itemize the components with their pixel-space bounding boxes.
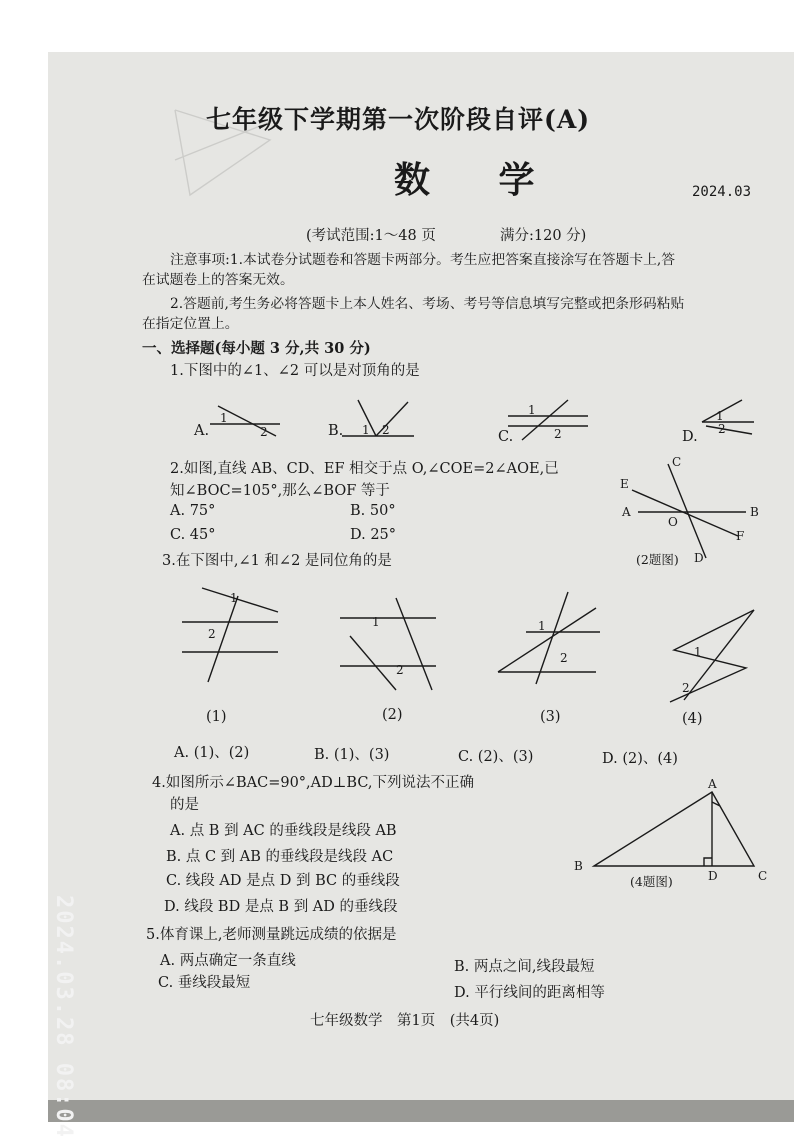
q3-option-c: C. (2)、(3) — [458, 749, 534, 765]
q3-figure-4 — [656, 606, 766, 706]
svg-text:1: 1 — [372, 615, 380, 629]
q1-option-d: D. — [682, 429, 698, 445]
svg-text:1: 1 — [694, 645, 702, 659]
svg-text:2: 2 — [260, 425, 268, 439]
q3-fig-label-2: (2) — [382, 707, 403, 723]
svg-text:B: B — [574, 859, 583, 873]
svg-text:E: E — [620, 477, 629, 491]
svg-text:C: C — [672, 455, 682, 469]
notice-line-1: 注意事项:1.本试卷分试题卷和答题卡两部分。考生应把答案直接涂写在答题卡上,答 — [170, 252, 676, 268]
notice-line-4: 在指定位置上。 — [142, 316, 239, 332]
q3-figure-3 — [496, 588, 606, 688]
q2-stem-2: 知∠BOC=105°,那么∠BOF 等于 — [170, 483, 390, 499]
q3-fig-label-4: (4) — [682, 711, 703, 727]
q4-caption: (4题图) — [630, 874, 673, 889]
svg-text:O: O — [668, 515, 678, 529]
q5-option-d: D. 平行线间的距离相等 — [454, 985, 605, 1001]
svg-text:B: B — [750, 505, 759, 519]
exam-title: 七年级下学期第一次阶段自评(A) — [206, 105, 591, 134]
q3-stem: 3.在下图中,∠1 和∠2 是同位角的是 — [162, 553, 392, 569]
q4-stem-2: 的是 — [170, 797, 199, 813]
q3-fig-label-3: (3) — [540, 709, 561, 725]
photo-shadow — [48, 1100, 794, 1122]
svg-text:1: 1 — [528, 403, 536, 417]
q4-option-a: A. 点 B 到 AC 的垂线段是线段 AB — [170, 823, 397, 839]
q1-figure-d — [696, 396, 766, 436]
q3-option-a: A. (1)、(2) — [174, 745, 250, 761]
exam-scope: (考试范围:1～48 页 — [306, 228, 436, 244]
notice-line-3: 2.答题前,考生务必将答题卡上本人姓名、考场、考号等信息填写完整或把条形码粘贴 — [170, 296, 685, 312]
svg-text:1: 1 — [716, 409, 724, 423]
q1-figure-c — [508, 396, 598, 446]
svg-text:A: A — [622, 505, 631, 519]
exam-date: 2024.03 — [692, 184, 752, 200]
q3-fig-label-1: (1) — [206, 709, 227, 725]
q3-option-b: B. (1)、(3) — [314, 747, 390, 763]
q5-option-b: B. 两点之间,线段最短 — [454, 959, 595, 975]
q5-option-c: C. 垂线段最短 — [158, 975, 251, 991]
svg-text:D: D — [708, 869, 718, 883]
svg-text:2: 2 — [560, 651, 568, 665]
svg-text:2: 2 — [554, 427, 562, 441]
svg-text:2: 2 — [396, 663, 404, 677]
q4-option-d: D. 线段 BD 是点 B 到 AD 的垂线段 — [164, 899, 398, 915]
q4-stem-1: 4.如图所示∠BAC=90°,AD⊥BC,下列说法不正确 — [152, 775, 475, 791]
photo-timestamp: 2024.03.28 08:04 — [51, 895, 76, 1139]
svg-text:A: A — [708, 777, 717, 791]
svg-text:2: 2 — [682, 681, 690, 695]
q2-option-d: D. 25° — [350, 527, 397, 543]
q1-option-a: A. — [194, 423, 210, 439]
q2-caption: (2题图) — [636, 552, 679, 567]
q4-option-b: B. 点 C 到 AB 的垂线段是线段 AC — [166, 849, 394, 865]
q1-figure-a — [210, 402, 290, 442]
svg-text:2: 2 — [718, 422, 726, 436]
section-heading: 一、选择题(每小题 3 分,共 30 分) — [142, 340, 371, 357]
svg-text:2: 2 — [382, 423, 390, 437]
q1-option-c: C. — [498, 429, 514, 445]
full-score: 满分:120 分) — [500, 228, 587, 244]
svg-text:1: 1 — [538, 619, 546, 633]
svg-text:2: 2 — [208, 627, 216, 641]
q5-stem: 5.体育课上,老师测量跳远成绩的依据是 — [146, 927, 397, 943]
q5-option-a: A. 两点确定一条直线 — [160, 953, 296, 969]
svg-text:D: D — [694, 551, 704, 565]
subject-title: 数 学 — [394, 159, 563, 201]
q3-option-d: D. (2)、(4) — [602, 751, 678, 767]
q4-figure — [570, 777, 770, 883]
q1-stem: 1.下图中的∠1、∠2 可以是对顶角的是 — [170, 363, 420, 379]
svg-text:F: F — [736, 529, 745, 543]
q2-option-a: A. 75° — [170, 503, 216, 519]
q2-stem-1: 2.如图,直线 AB、CD、EF 相交于点 O,∠COE=2∠AOE,已 — [170, 461, 559, 477]
q3-figure-1 — [178, 586, 288, 686]
svg-text:1: 1 — [362, 423, 370, 437]
page-footer: 七年级数学 第1页 (共4页) — [310, 1013, 500, 1029]
q2-option-c: C. 45° — [170, 527, 216, 543]
q4-option-c: C. 线段 AD 是点 D 到 BC 的垂线段 — [166, 873, 400, 889]
q1-figure-b — [342, 398, 422, 440]
svg-text:1: 1 — [230, 591, 238, 605]
q1-option-b: B. — [328, 423, 344, 439]
notice-line-2: 在试题卷上的答案无效。 — [142, 272, 294, 288]
svg-text:C: C — [758, 869, 768, 883]
svg-text:1: 1 — [220, 411, 228, 425]
q2-option-b: B. 50° — [350, 503, 396, 519]
q3-figure-2 — [336, 596, 446, 692]
